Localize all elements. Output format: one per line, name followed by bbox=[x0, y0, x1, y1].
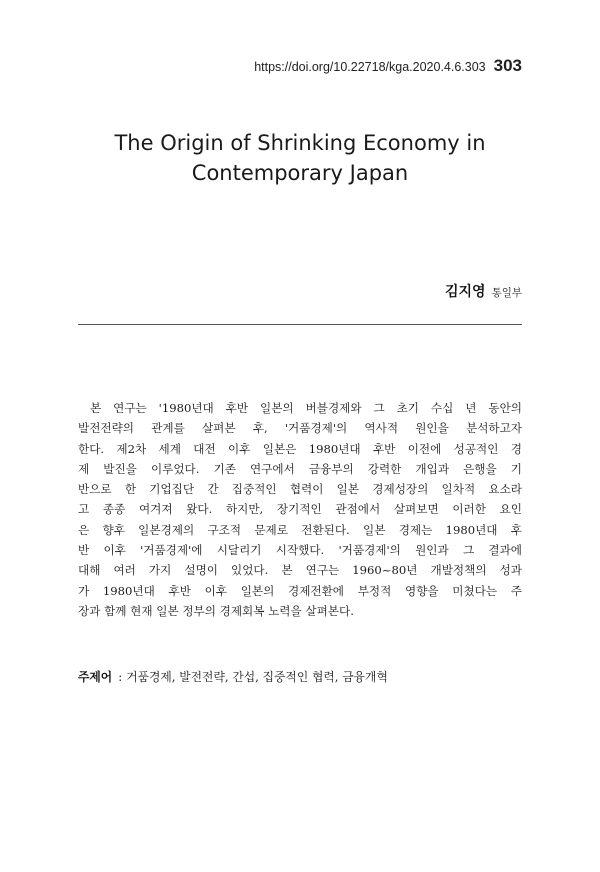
abstract-line: 제 발진을 이루었다. 기존 연구에서 금융부의 강력한 개입과 은행을 기 bbox=[78, 461, 522, 476]
abstract bbox=[78, 398, 522, 621]
author-name: 김지영 bbox=[444, 284, 486, 300]
abstract-line: 한다. 제2차 세계 대전 이후 일본은 1980년대 후반 이전에 성공적인 경 bbox=[78, 441, 522, 456]
keywords-separator: : bbox=[118, 670, 123, 684]
abstract-line: 대해 여러 가지 설명이 있었다. 본 연구는 1960~80년 개발정책의 성과 bbox=[78, 563, 522, 578]
abstract-line: 가 1980년대 후반 이후 일본의 경제전환에 부정적 영향을 미쳤다는 주 bbox=[78, 583, 522, 598]
author-block bbox=[445, 281, 522, 301]
paper-title-line-2: Contemporary Japan bbox=[191, 161, 409, 185]
keywords-label: 주제어 bbox=[78, 670, 113, 684]
paper-title bbox=[0, 128, 600, 188]
author-affiliation: 통일부 bbox=[491, 287, 522, 299]
abstract-line: 반으로 한 기업집단 간 집중적인 협력이 일본 경제성장의 일차적 요소라 bbox=[78, 482, 522, 497]
abstract-line: 반 이후 '거품경제'에 시달리기 시작했다. '거품경제'의 원인과 그 결과에 bbox=[78, 543, 522, 558]
abstract-line: 고 종종 여겨져 왔다. 하지만, 장기적인 관점에서 살펴보면 이러한 요인 bbox=[78, 502, 522, 517]
header-divider bbox=[78, 324, 522, 325]
doi-link[interactable]: https://doi.org/10.22718/kga.2020.4.6.303 bbox=[254, 60, 486, 74]
abstract-line: 발전전략의 관계를 살펴본 후, '거품경제'의 역사적 원인을 분석하고자 bbox=[78, 421, 522, 436]
page-number: 303 bbox=[493, 56, 522, 75]
keywords bbox=[78, 668, 522, 685]
keywords-list: 거품경제, 발전전략, 간섭, 집중적인 협력, 금융개혁 bbox=[126, 670, 388, 684]
abstract-line: 은 향후 일본경제의 구조적 문제로 전환된다. 일본 경제는 1980년대 후 bbox=[78, 522, 522, 537]
abstract-line: 본 연구는 '1980년대 후반 일본의 버블경제와 그 초기 수십 년 동안의 bbox=[90, 401, 522, 415]
paper-title-line-1: The Origin of Shrinking Economy in bbox=[114, 131, 486, 155]
abstract-line: 장과 함께 현재 일본 정부의 경제회복 노력을 살펴본다. bbox=[78, 603, 354, 618]
running-header bbox=[254, 56, 522, 76]
